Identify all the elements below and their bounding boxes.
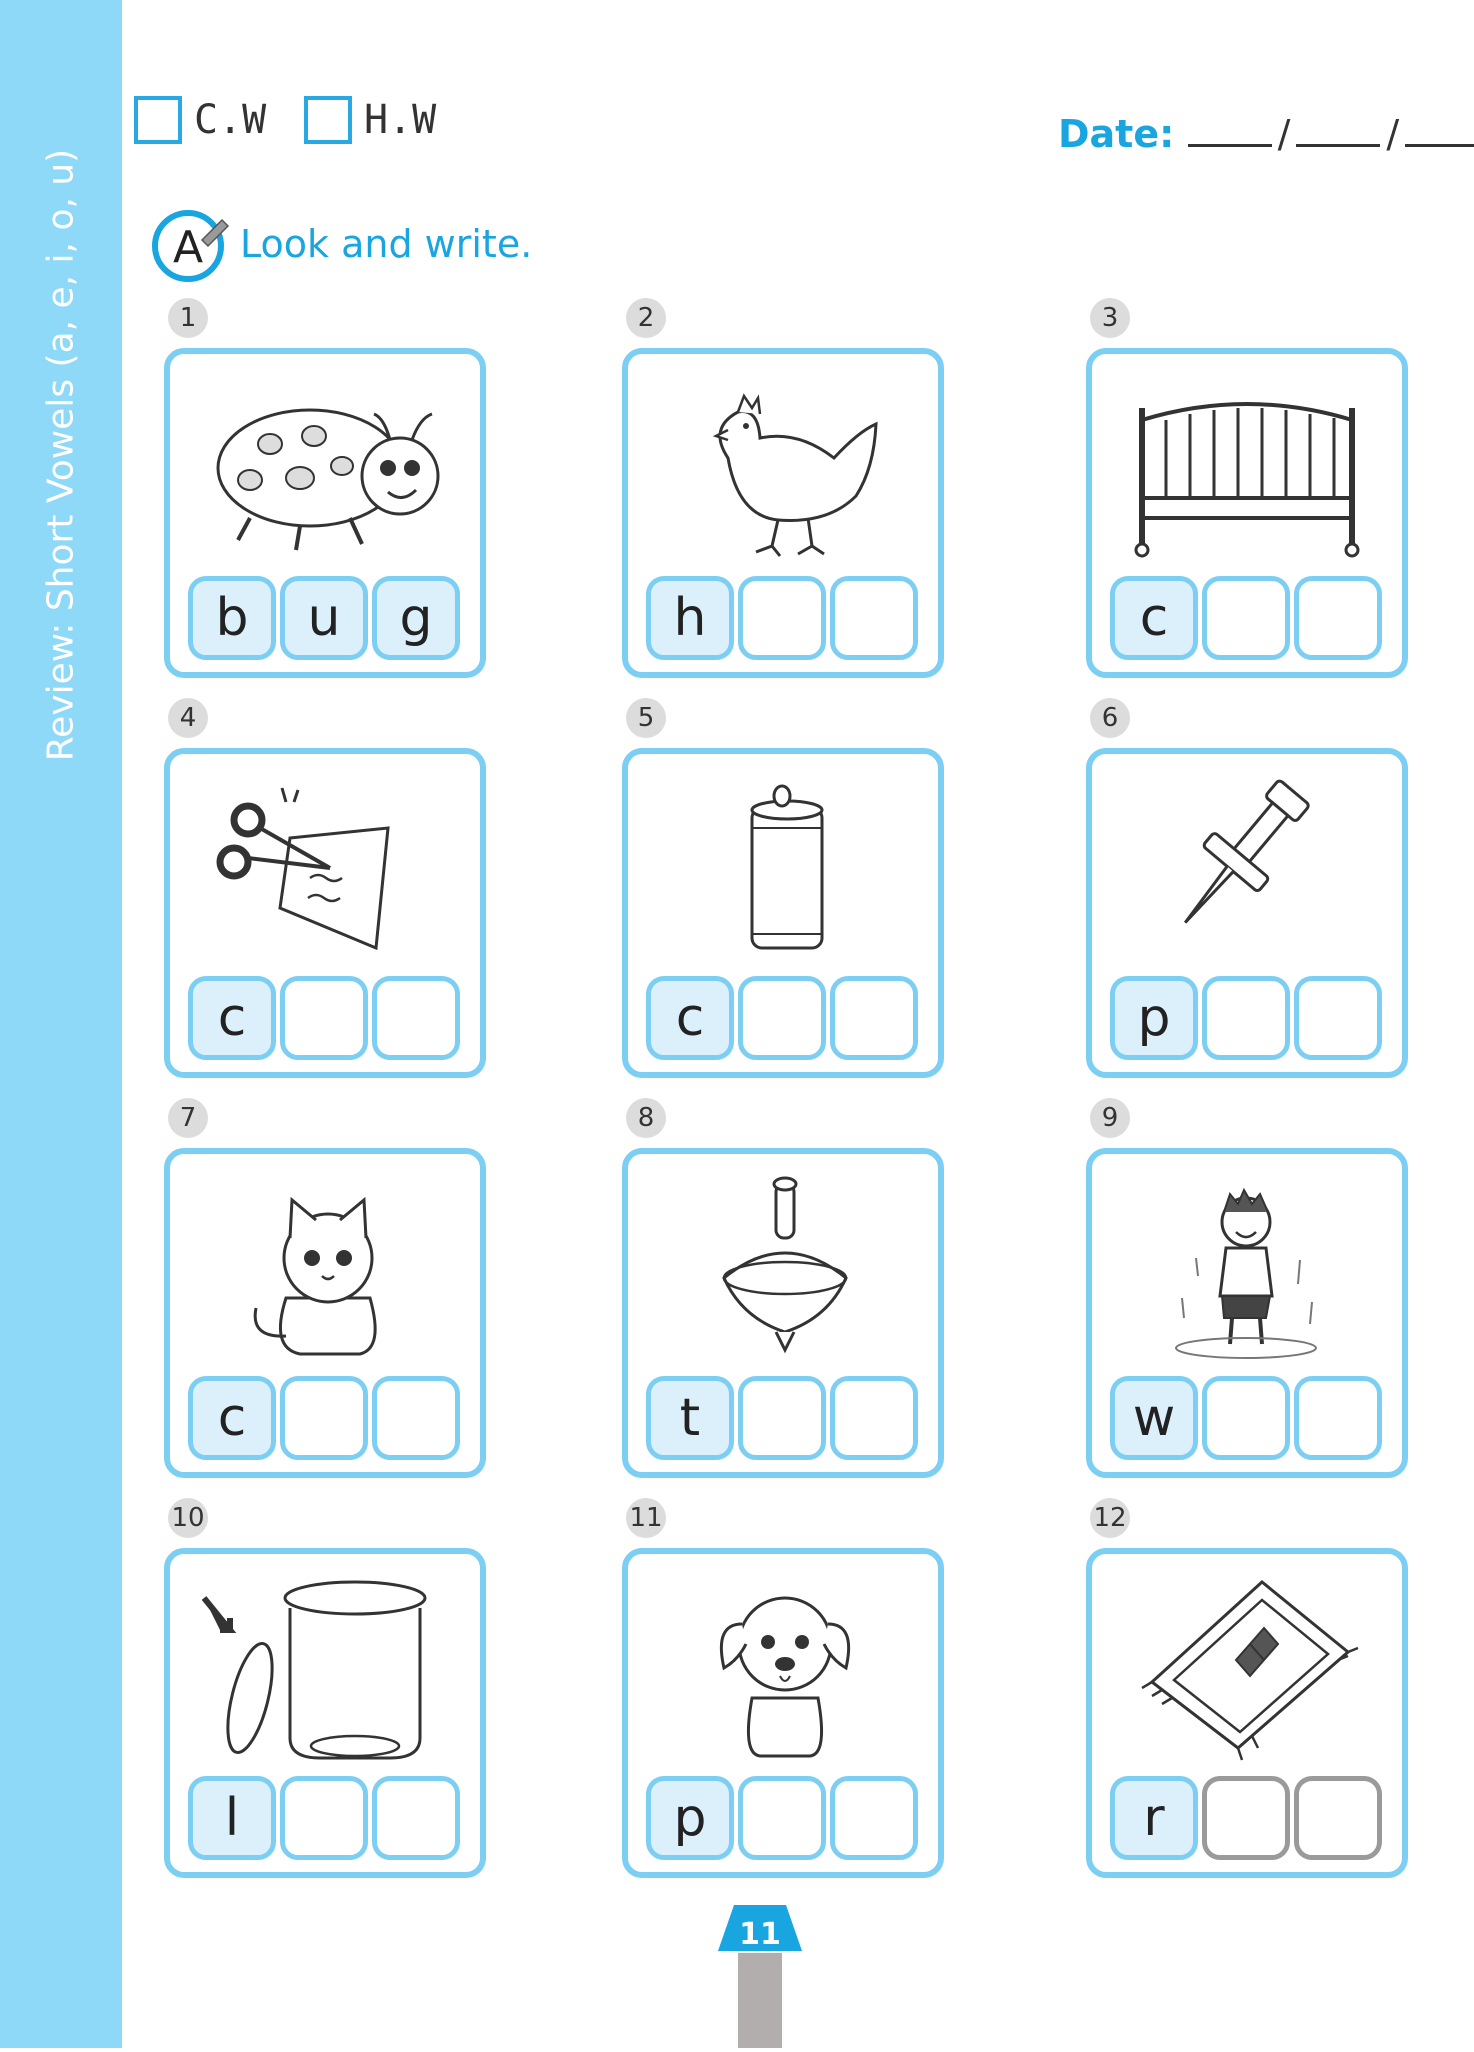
date-separator: / <box>1386 112 1400 156</box>
cw-checkbox-group[interactable] <box>134 96 266 144</box>
letter-slot-given: b <box>188 576 276 660</box>
letter-slot-input[interactable] <box>1202 1376 1290 1460</box>
word-card <box>164 1548 486 1878</box>
item-number: 2 <box>626 298 666 338</box>
date-label: Date: <box>1058 112 1175 156</box>
letter-slot-input[interactable] <box>1294 576 1382 660</box>
date-month-line[interactable] <box>1296 114 1380 147</box>
letter-slot-given: u <box>280 576 368 660</box>
letter-slot-given: t <box>646 1376 734 1460</box>
letter-slot-given: c <box>188 976 276 1060</box>
item-number: 7 <box>168 1098 208 1138</box>
pencil-badge-icon <box>150 204 230 284</box>
cw-checkbox[interactable] <box>134 96 182 144</box>
letter-slots <box>646 976 918 1060</box>
instruction <box>150 204 532 284</box>
letter-slot-given: g <box>372 576 460 660</box>
item-number: 8 <box>626 1098 666 1138</box>
word-card <box>164 348 486 678</box>
letter-slots <box>188 1776 460 1860</box>
letter-slot-given: c <box>1110 576 1198 660</box>
hw-checkbox[interactable] <box>304 96 352 144</box>
word-card <box>622 748 944 1078</box>
letter-slot-input[interactable] <box>830 976 918 1060</box>
hen-icon <box>648 368 918 564</box>
letter-slots <box>1110 576 1382 660</box>
item-number: 3 <box>1090 298 1130 338</box>
wet-boy-icon <box>1112 1168 1382 1364</box>
letter-slots <box>1110 1376 1382 1460</box>
instruction-badge-letter: A <box>172 222 204 273</box>
letter-slot-given: w <box>1110 1376 1198 1460</box>
item-number: 9 <box>1090 1098 1130 1138</box>
word-card <box>1086 1148 1408 1478</box>
letter-slot-input[interactable] <box>1202 976 1290 1060</box>
letter-slot-input[interactable] <box>830 1376 918 1460</box>
word-card <box>622 348 944 678</box>
letter-slots <box>646 1376 918 1460</box>
letter-slots <box>188 576 460 660</box>
item-number: 10 <box>168 1498 208 1538</box>
date-field[interactable] <box>1058 112 1474 156</box>
cot-icon <box>1112 368 1382 564</box>
letter-slot-given: h <box>646 576 734 660</box>
date-separator: / <box>1277 112 1291 156</box>
item-number: 11 <box>626 1498 666 1538</box>
word-card <box>164 748 486 1078</box>
scissors-cut-icon <box>190 768 460 964</box>
letter-slot-given: c <box>646 976 734 1060</box>
letter-slot-input[interactable] <box>372 976 460 1060</box>
letter-slot-input[interactable] <box>830 1776 918 1860</box>
item-number: 1 <box>168 298 208 338</box>
side-title: Review: Short Vowels (a, e, i, o, u) <box>40 148 82 762</box>
letter-slot-input[interactable] <box>1202 1776 1290 1860</box>
letter-slot-input[interactable] <box>280 1776 368 1860</box>
letter-slot-input[interactable] <box>830 576 918 660</box>
word-card <box>1086 348 1408 678</box>
letter-slot-input[interactable] <box>372 1776 460 1860</box>
page-number: 11 <box>739 1917 781 1952</box>
letter-slot-given: r <box>1110 1776 1198 1860</box>
letter-slot-input[interactable] <box>1294 976 1382 1060</box>
letter-slots <box>1110 1776 1382 1860</box>
letter-slot-input[interactable] <box>1294 1776 1382 1860</box>
letter-slot-given: l <box>188 1776 276 1860</box>
date-year-line[interactable] <box>1405 114 1474 147</box>
letter-slot-input[interactable] <box>280 976 368 1060</box>
puppy-icon <box>648 1568 918 1764</box>
item-number: 5 <box>626 698 666 738</box>
rug-icon <box>1112 1568 1382 1764</box>
letter-slots <box>646 1776 918 1860</box>
item-number: 4 <box>168 698 208 738</box>
word-card <box>1086 748 1408 1078</box>
date-day-line[interactable] <box>1188 114 1272 147</box>
spinning-top-icon <box>648 1168 918 1364</box>
hw-checkbox-group[interactable] <box>304 96 436 144</box>
letter-slots <box>188 976 460 1060</box>
instruction-label: Look and write. <box>240 222 533 266</box>
letter-slots <box>1110 976 1382 1060</box>
letter-slot-input[interactable] <box>1202 576 1290 660</box>
letter-slot-given: p <box>646 1776 734 1860</box>
letter-slot-input[interactable] <box>280 1376 368 1460</box>
side-strip <box>0 0 122 2048</box>
letter-slot-input[interactable] <box>738 1776 826 1860</box>
letter-slot-input[interactable] <box>738 1376 826 1460</box>
letter-slot-input[interactable] <box>738 576 826 660</box>
letter-slot-input[interactable] <box>372 1376 460 1460</box>
cat-icon <box>190 1168 460 1364</box>
letter-slot-given: p <box>1110 976 1198 1060</box>
letter-slots <box>646 576 918 660</box>
letter-slot-given: c <box>188 1376 276 1460</box>
item-number: 12 <box>1090 1498 1130 1538</box>
letter-slot-input[interactable] <box>1294 1376 1382 1460</box>
letter-slots <box>188 1376 460 1460</box>
word-card <box>164 1148 486 1478</box>
ladybug-icon <box>190 368 460 564</box>
can-icon <box>648 768 918 964</box>
letter-slot-input[interactable] <box>738 976 826 1060</box>
jar-lid-icon <box>190 1568 460 1764</box>
word-card <box>1086 1548 1408 1878</box>
page-number-tab <box>718 1905 802 2048</box>
word-card <box>622 1148 944 1478</box>
pin-icon <box>1112 768 1382 964</box>
hw-label: H.W <box>364 97 437 143</box>
word-card <box>622 1548 944 1878</box>
item-number: 6 <box>1090 698 1130 738</box>
cw-label: C.W <box>194 97 267 143</box>
